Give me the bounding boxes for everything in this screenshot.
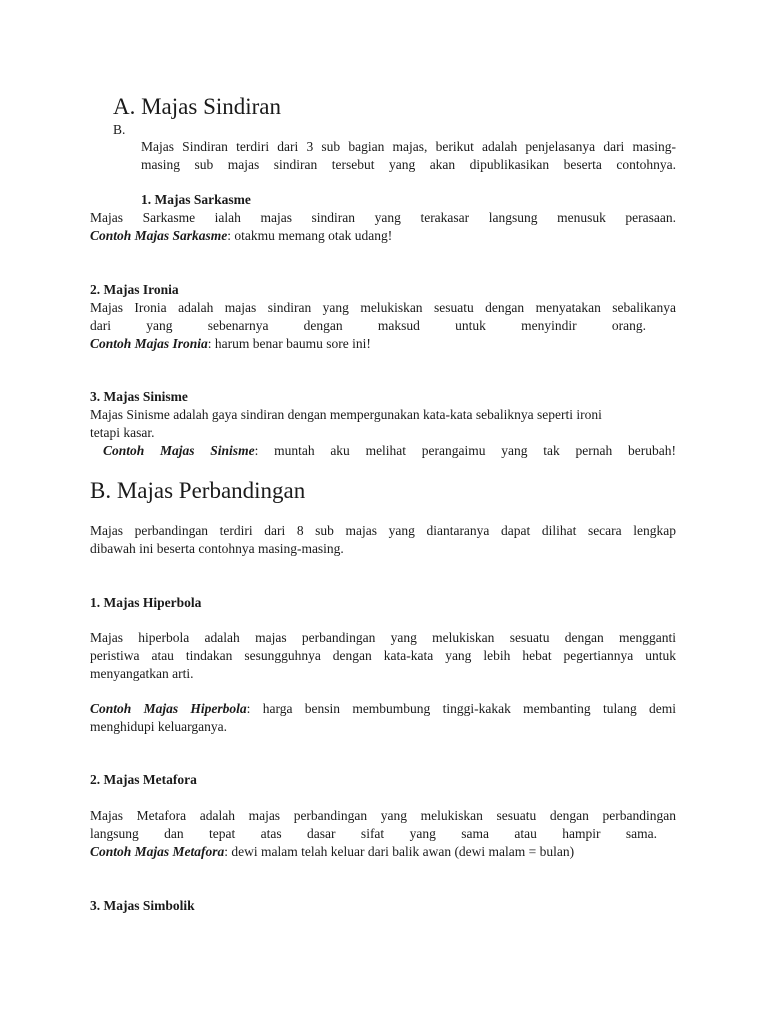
metafora-description-line-2: langsung dan tepat atas dasar sifat yang sama atau hampir sama. xyxy=(90,826,657,841)
section-a-title: A. Majas Sindiran xyxy=(113,94,282,119)
ironia-description-line-1: Majas Ironia adalah majas sindiran yang melukiskan sesuatu dengan menyatakan sebalikanya xyxy=(90,300,676,315)
ironia-example xyxy=(90,335,371,353)
hiperbola-description-line-2: peristiwa atau tindakan sesungguhnya dengan kata-kata yang lebih hebat pegertiannya untuk xyxy=(90,648,676,663)
hiperbola-example-line-1 xyxy=(90,700,676,718)
sinisme-example-text: : muntah aku melihat perangaimu yang tak pernah berubah! xyxy=(254,443,676,458)
sarkasme-example-text: : otakmu memang otak udang! xyxy=(227,228,393,243)
hiperbola-description-line-1: Majas hiperbola adalah majas perbandingan yang melukiskan sesuatu dengan mengganti xyxy=(90,630,676,645)
simbolik-heading: 3. Majas Simbolik xyxy=(90,898,195,913)
perbandingan-intro-line-2: dibawah ini beserta contohnya masing-masing. xyxy=(90,541,344,556)
metafora-description-line-1: Majas Metafora adalah majas perbandingan yang melukiskan sesuatu dengan perbandingan xyxy=(90,808,676,823)
sarkasme-example-label: Contoh Majas Sarkasme xyxy=(90,228,228,243)
ironia-example-label: Contoh Majas Ironia xyxy=(90,336,208,351)
sarkasme-example xyxy=(90,227,392,245)
sarkasme-heading: 1. Majas Sarkasme xyxy=(141,192,251,207)
sindiran-intro-line-1: Majas Sindiran terdiri dari 3 sub bagian majas, berikut adalah penjelasanya dari masing- xyxy=(141,139,676,154)
sarkasme-description: Majas Sarkasme ialah majas sindiran yang terakasar langsung menusuk perasaan. xyxy=(90,210,676,225)
hiperbola-example-text-1: : harga bensin membumbung tinggi-kakak membanting tulang demi xyxy=(246,701,677,716)
sinisme-example xyxy=(103,442,676,460)
metafora-example xyxy=(90,843,574,861)
sinisme-heading: 3. Majas Sinisme xyxy=(90,389,188,404)
list-marker-b: B. xyxy=(113,122,126,137)
section-b-title: B. Majas Perbandingan xyxy=(90,478,306,503)
metafora-example-text: : dewi malam telah keluar dari balik awan (dewi malam = bulan) xyxy=(224,844,575,859)
ironia-description-line-2: dari yang sebenarnya dengan maksud untuk menyindir orang. xyxy=(90,318,646,333)
sindiran-intro-line-2: masing sub majas sindiran tersebut yang akan dipublikasikan beserta contohnya. xyxy=(141,157,676,172)
hiperbola-example-label: Contoh Majas Hiperbola xyxy=(90,701,247,716)
sinisme-example-label: Contoh Majas Sinisme xyxy=(103,443,255,458)
hiperbola-example-line-2: menghidupi keluarganya. xyxy=(90,719,227,734)
metafora-heading: 2. Majas Metafora xyxy=(90,772,197,787)
sinisme-description-line-1: Majas Sinisme adalah gaya sindiran dengan mempergunakan kata-kata sebaliknya seperti ironi xyxy=(90,407,602,422)
sinisme-description-line-2: tetapi kasar. xyxy=(90,425,155,440)
ironia-example-text: : harum benar baumu sore ini! xyxy=(207,336,371,351)
metafora-example-label: Contoh Majas Metafora xyxy=(90,844,225,859)
hiperbola-description-line-3: menyangatkan arti. xyxy=(90,666,194,681)
perbandingan-intro-line-1: Majas perbandingan terdiri dari 8 sub majas yang diantaranya dapat dilihat secara lengkap xyxy=(90,523,676,538)
hiperbola-heading: 1. Majas Hiperbola xyxy=(90,595,202,610)
ironia-heading: 2. Majas Ironia xyxy=(90,282,179,297)
